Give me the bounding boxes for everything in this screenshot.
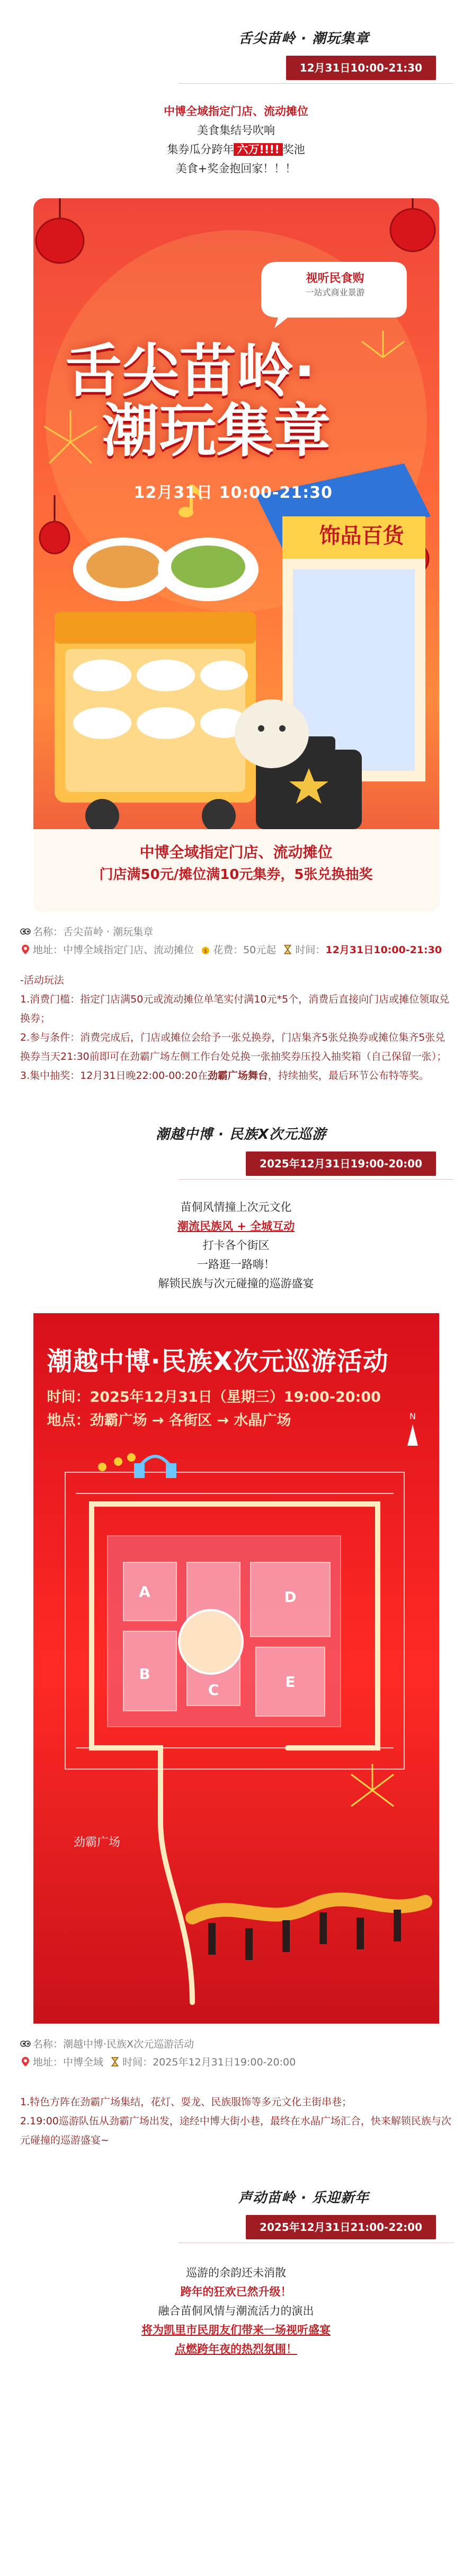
intro-block	[18, 1198, 454, 1293]
intro-block	[18, 102, 454, 178]
section-title: 声动苗岭 · 乐迎新年	[238, 2190, 369, 2206]
intro-line: 集券瓜分跨年 六万!!!! 奖池	[167, 143, 305, 156]
info-row-detail: 地址：中博全域指定门店、流动摊位 $ 花费：50元起 时间：12月31日10:00-21:30	[20, 941, 452, 959]
section-time-badge: 12月31日10:00-21:30	[286, 56, 436, 80]
eyes-icon	[20, 925, 31, 935]
intro-line: 潮流民族风 + 全城互动	[177, 1220, 295, 1233]
poster-footer: 中博全域指定门店、流动摊位 门店满50元/摊位满10元集券，5张兑换抽奖	[99, 843, 373, 883]
intro-line: 打卡各个街区	[202, 1239, 270, 1252]
intro-line: 美食+奖金抱回家！！！	[175, 162, 297, 175]
dragon-icon	[192, 1900, 425, 1918]
poster-tag: 视听民食购 一站式商业景游	[305, 271, 365, 297]
section-title: 潮越中博 · 民族X次元巡游	[156, 1127, 327, 1142]
zone-label: A	[138, 1583, 150, 1601]
event-poster-parade	[33, 1313, 439, 2024]
intro-line: 解锁民族与次元碰撞的巡游盛宴	[158, 1277, 314, 1290]
mascot	[235, 699, 309, 768]
intro-line: 中博全域指定门店、流动摊位	[164, 105, 308, 118]
activity-rules	[18, 2093, 454, 2150]
wheel	[85, 799, 119, 833]
intro-line: 融合苗侗风情与潮流活力的演出	[158, 2305, 314, 2317]
pin-icon	[20, 2055, 31, 2065]
event-info	[18, 2035, 454, 2071]
info-row-name: 名称：潮越中博·民族X次元巡游活动	[20, 2035, 452, 2053]
money-bag-icon	[200, 943, 211, 953]
zone-label: C	[208, 1681, 219, 1699]
intro-line: 将为凯里市民朋友们带来一场视听盛宴	[141, 2324, 331, 2336]
compass-icon	[407, 1411, 418, 1446]
info-row-name: 名称：舌尖苗岭 · 潮玩集章	[20, 923, 452, 941]
zone-label: D	[283, 1588, 297, 1606]
svg-text:N: N	[409, 1411, 416, 1421]
rule-item: 3.集中抽奖：12月31日晚22:00-00:20在劲霸广场舞台，持续抽奖，最后环节公布特等奖。	[20, 1070, 429, 1082]
eyes-icon	[20, 2037, 31, 2047]
poster-time: 时间：2025年12月31日（星期三）19:00-20:00	[47, 1389, 381, 1405]
svg-text:$: $	[203, 948, 208, 954]
intro-line: 点燃跨年夜的热烈氛围！	[175, 2343, 297, 2355]
rule-item: 1.消费门槛：指定门店满50元或流动摊位单笔实付满10元*5个，消费后直接向门店或摊位领取兑换券；	[20, 994, 450, 1024]
section-time-badge: 2025年12月31日21:00-22:00	[246, 2215, 436, 2239]
event-poster-food	[33, 198, 439, 911]
plaza-icon	[179, 1610, 243, 1674]
prize-highlight: 六万!!!!	[234, 143, 282, 156]
poster-headline: 舌尖苗岭· 潮玩集章	[65, 338, 331, 465]
intro-line: 苗侗风情撞上次元文化	[180, 1201, 292, 1214]
headphones-icon	[136, 1456, 175, 1476]
zone-label: B	[138, 1665, 150, 1683]
rule-item: 2.参与条件：消费完成后，门店或摊位会给予一张兑换券，门店集齐5张兑换券或摊位集齐5张兑换券当天21:30前即可在劲霸广场左侧工作台处兑换一张抽奖券压投入抽奖箱（自己保留一张）；	[20, 1032, 447, 1062]
hourglass-icon	[110, 2055, 120, 2065]
pin-icon	[20, 943, 31, 953]
lantern-icon	[98, 1453, 136, 1471]
poster-place: 地点：劲霸广场 → 各街区 → 水晶广场	[47, 1412, 291, 1429]
intro-block	[18, 2263, 454, 2359]
poster-date: 12月31日 10:00-21:30	[133, 483, 333, 502]
rules-heading: -活动玩法	[20, 974, 64, 986]
intro-line: 一路逛一路嗨！	[197, 1258, 275, 1271]
intro-line: 巡游的余韵还未消散	[186, 2266, 286, 2279]
activity-rules	[18, 971, 454, 1085]
map-label: 劲霸广场	[73, 1836, 120, 1849]
shop-sign: 饰品百货	[319, 524, 404, 548]
firework-icon	[351, 1764, 394, 1806]
rule-item: 1.特色方阵在劲霸广场集结，花灯、耍龙、民族服饰等多元文化主街串巷；	[20, 2096, 352, 2108]
event-info	[18, 923, 454, 959]
rule-item: 2.19:00巡游队伍从劲霸广场出发，途经中博大街小巷，最终在水晶广场汇合，快来解锁民族与次元碰撞的巡游盛宴~	[20, 2115, 451, 2146]
poster-headline: 潮越中博·民族X次元巡游活动	[47, 1347, 389, 1376]
hourglass-icon	[282, 943, 293, 953]
section-title: 舌尖苗岭 · 潮玩集章	[238, 31, 369, 47]
zone-label: E	[284, 1673, 296, 1691]
intro-line: 跨年的狂欢已然升级！	[180, 2285, 292, 2298]
intro-line: 美食集结号吹响	[197, 124, 275, 137]
section-time-badge: 2025年12月31日19:00-20:00	[246, 1151, 436, 1176]
info-row-detail: 地址：中博全域 时间：2025年12月31日19:00-20:00	[20, 2053, 452, 2071]
